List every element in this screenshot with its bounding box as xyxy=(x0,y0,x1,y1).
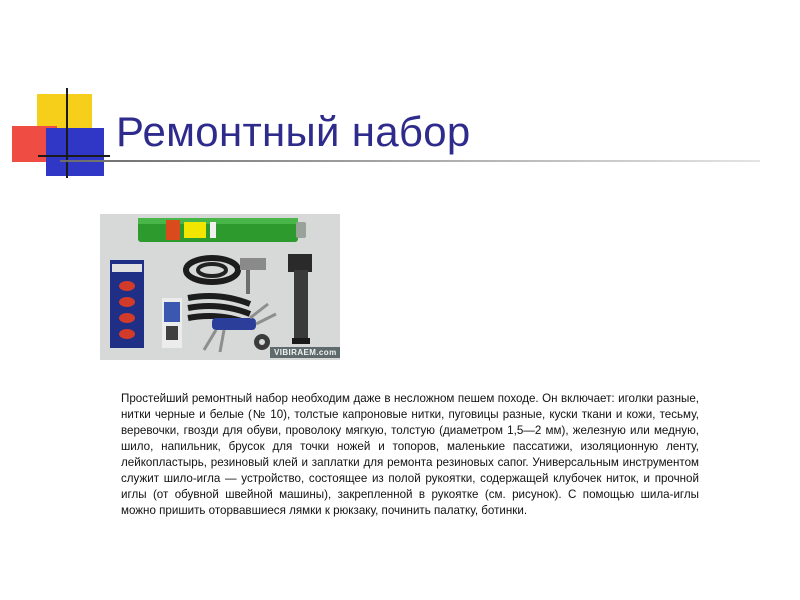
spray-can-icon xyxy=(138,218,306,242)
tape-roll-icon xyxy=(254,334,270,350)
decoration-horizontal-line xyxy=(38,155,110,157)
patch-kit-icon xyxy=(110,260,144,348)
repair-kit-photo xyxy=(100,214,340,360)
slide-body-text: Простейший ремонтный набор необходим даже в несложном пешем походе. Он включает: иголки разные, нитки черные и белые (№ 10), толстые капроновые нитки, пуговицы разные, куски ткани и кожи, тесьму, веревочки, гвозди для обуви, проволоку мягкую, толстую (диаметром 1,5—2 мм), железную или медную, шило, напильник, брусок для точки ножей и топоров, маленькие пассатижи, изоляционную ленту, лейкопластырь, резиновый клей и заплатки для ремонта резиновых сапог. Универсальным инструментом служит шило-игла — устройство, состоящее из полой рукоятки, содержащей клубочек ниток, и прочной иглы (от обувной швейной машины), закрепленной в рукоятке (см. рисунок). С помощью шила-иглы можно пришить оторвавшиеся лямки к рюкзаку, починить палатку, ботинки. xyxy=(121,392,699,517)
blue-square xyxy=(46,128,104,176)
photo-watermark: VIBIRAEM.com xyxy=(270,347,340,358)
slide-title: Ремонтный набор xyxy=(116,108,471,155)
repair-kit-illustration xyxy=(100,214,340,360)
title-underline xyxy=(60,160,760,162)
glue-tube-icon xyxy=(162,298,182,348)
decoration-vertical-line xyxy=(66,88,68,178)
